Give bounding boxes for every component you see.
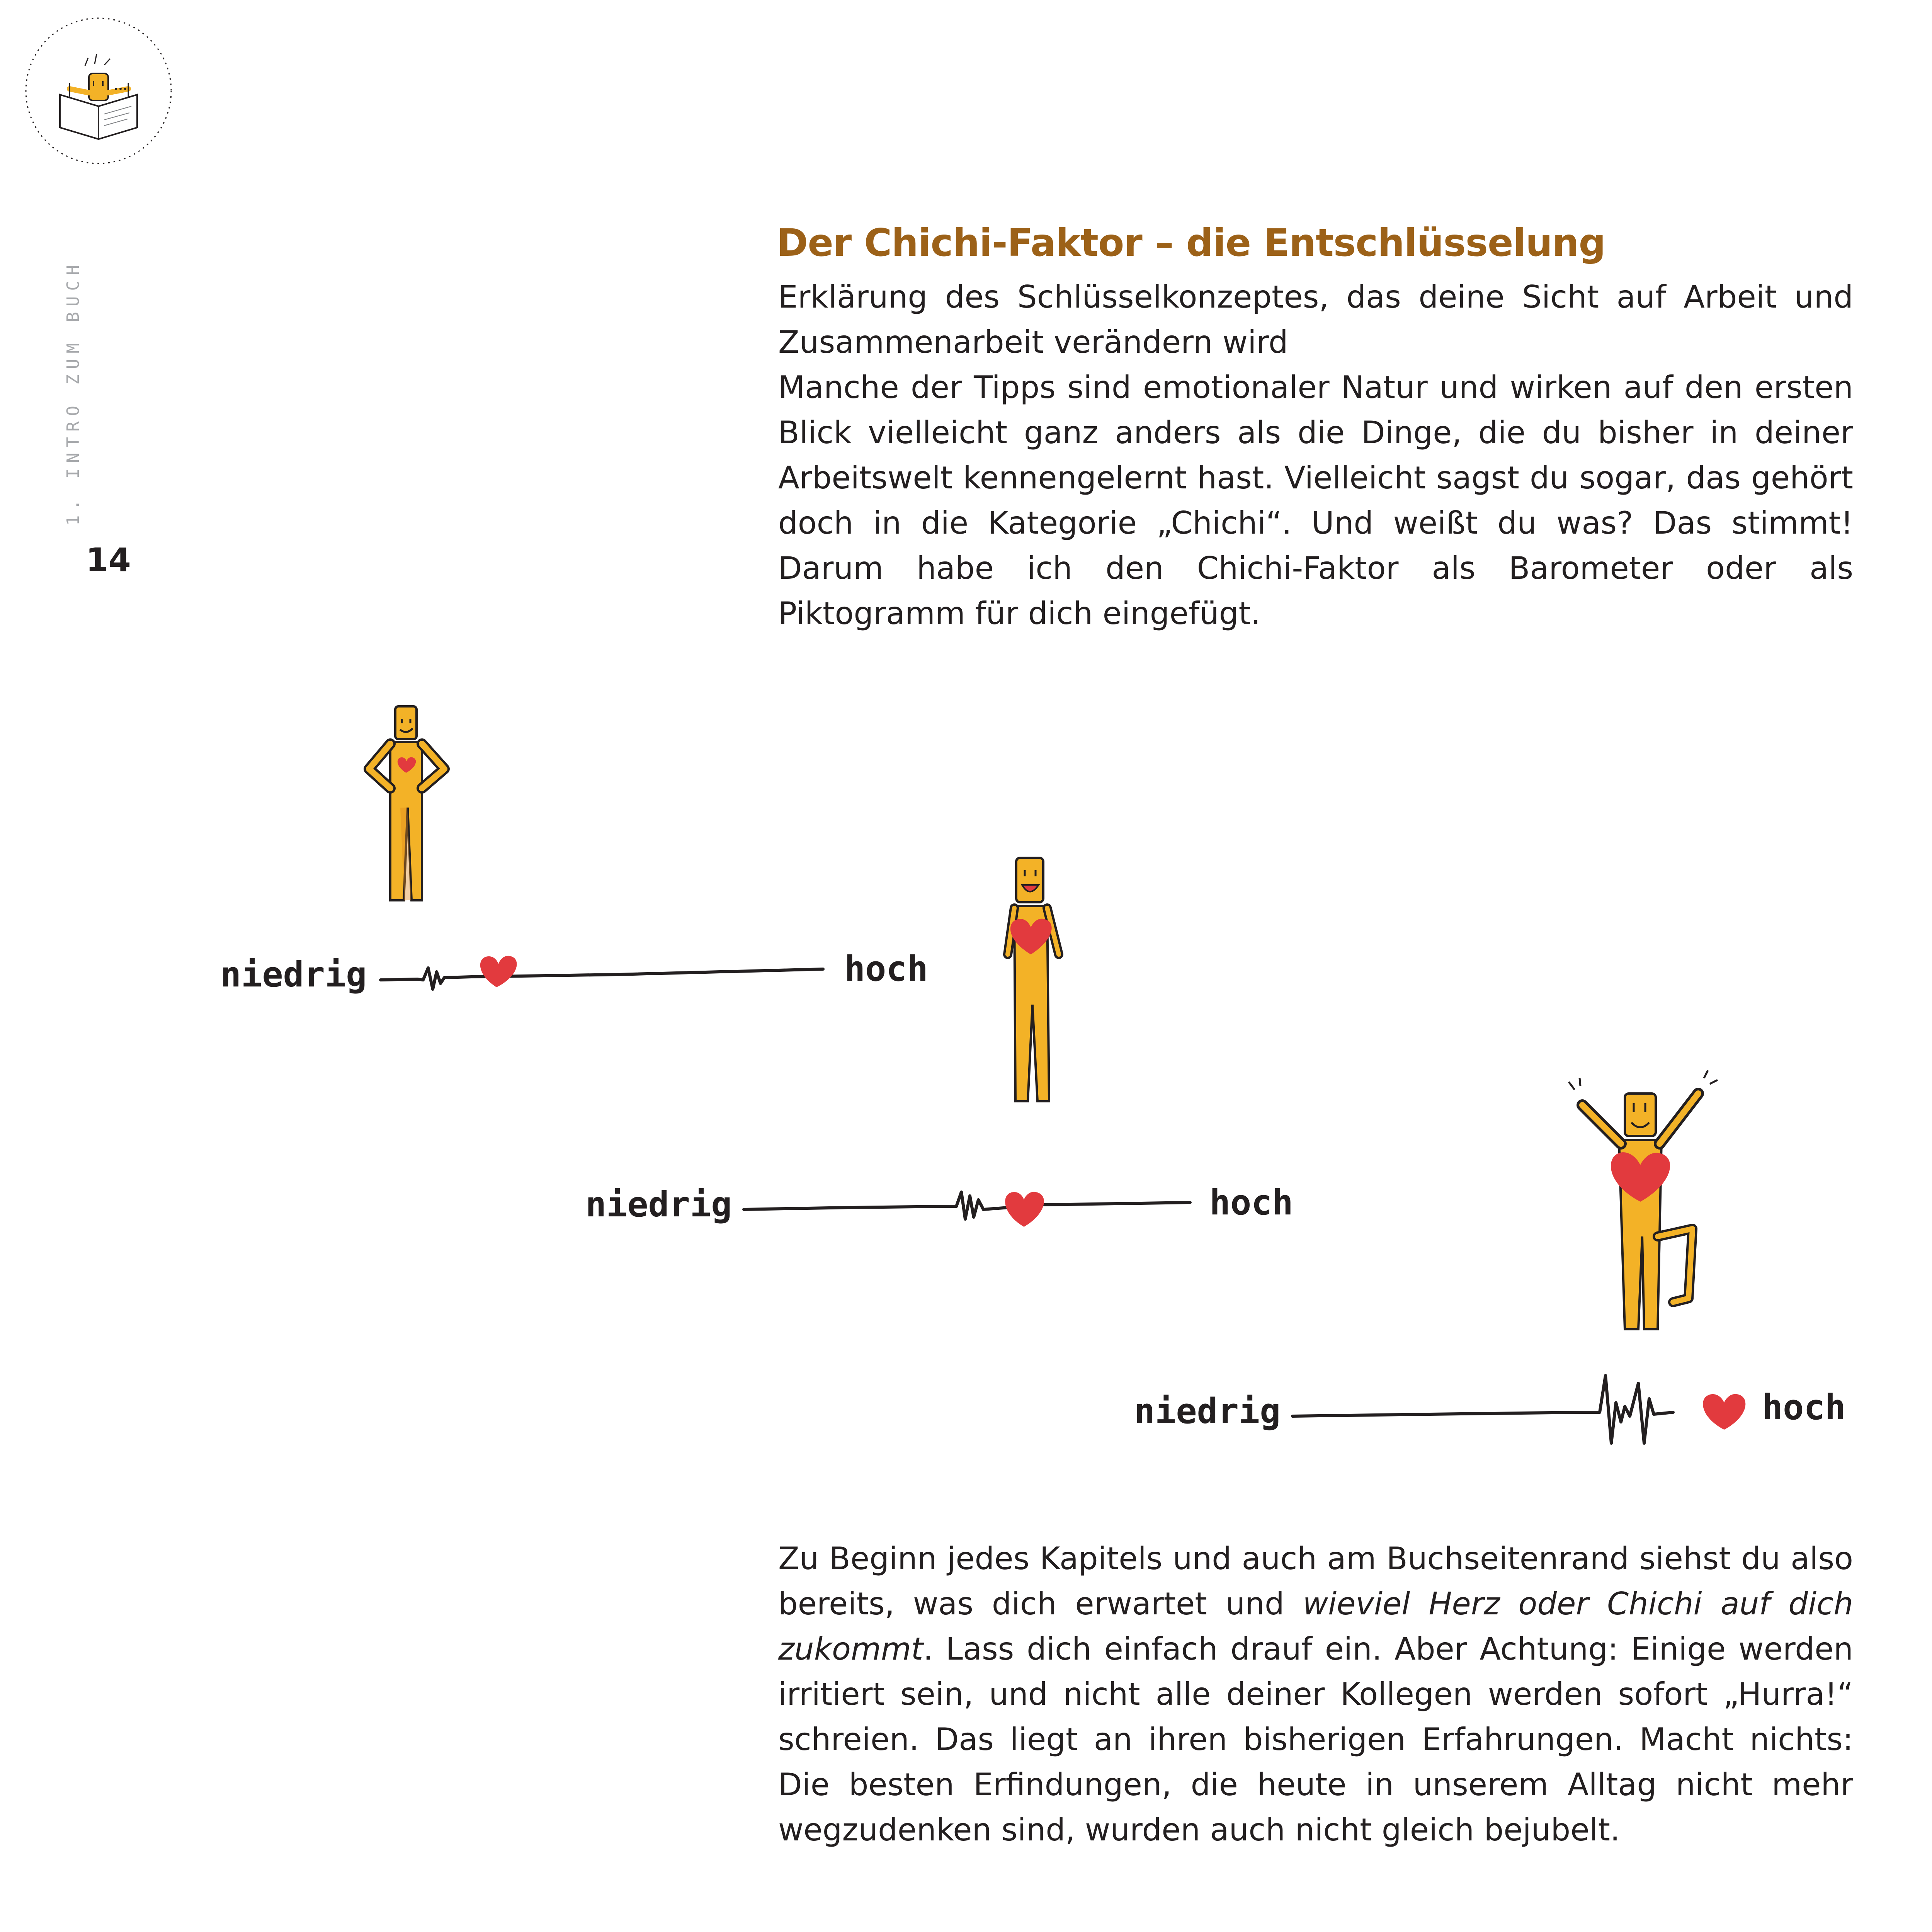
heart-icon [480, 956, 517, 987]
running-head: 1. INTRO ZUM BUCH [63, 259, 83, 526]
barometer-low [369, 706, 823, 989]
figure-hands-on-hips [369, 706, 444, 900]
barometer-high [1293, 1070, 1745, 1443]
figure-jumping-cheer [1569, 1070, 1718, 1329]
closing-paragraph [778, 1536, 1853, 1852]
heart-icon [1703, 1394, 1745, 1430]
barometer-high-label: hoch [1209, 1182, 1293, 1223]
barometer-low-label: niedrig [220, 954, 367, 995]
intro-paragraph: Erklärung des Schlüsselkonzeptes, das deine Sicht auf Arbeit und Zusammenarbeit verändern wird [778, 279, 1853, 360]
closing-text-end: . Lass dich einfach drauf ein. Aber Achtung: Einige werden irritiert sein, und nicht alle deiner Kollegen werden sofort „Hurra!“ schreien. Das liegt an ihren bisherigen Erfahrungen. Macht nichts: Die besten Erfindungen, die heute in unserem Alltag nicht mehr wegzudenken sind, wurden auch nicht gleich bejubelt. [778, 1631, 1853, 1848]
barometer-low-label: niedrig [585, 1184, 732, 1225]
barometer-low-label: niedrig [1134, 1391, 1281, 1432]
barometer-high-label: hoch [1762, 1387, 1846, 1428]
intro-paragraph: Manche der Tipps sind emotionaler Natur und wirken auf den ersten Blick vielleicht ganz anders als die Dinge, die du bisher in deiner Arbeitswelt kennengelernt hast. Vielleicht sagst du sogar, das gehört doch in die Kategorie „Chichi“. Und weißt du was? Das stimmt! Darum habe ich den Chichi-Faktor als Barometer oder als Piktogramm für dich eingefügt. [778, 369, 1853, 631]
barometer-high-label: hoch [844, 949, 928, 989]
heart-icon [1005, 1192, 1044, 1227]
closing-text-emphasis: wieviel Herz oder Chichi auf dich zukommt [778, 1586, 1854, 1667]
closing-text [778, 1536, 1853, 1852]
section-title: Der Chichi-Faktor – die Entschlüsselung [777, 221, 1605, 265]
page-number: 14 [86, 541, 131, 579]
closing-text-start: Zu Beginn jedes Kapitels und auch am Buchseitenrand siehst du also bereits, was dich erwartet und [778, 1541, 1853, 1622]
barometer-medium [744, 858, 1190, 1227]
figure-standing-smile [1008, 858, 1059, 1101]
